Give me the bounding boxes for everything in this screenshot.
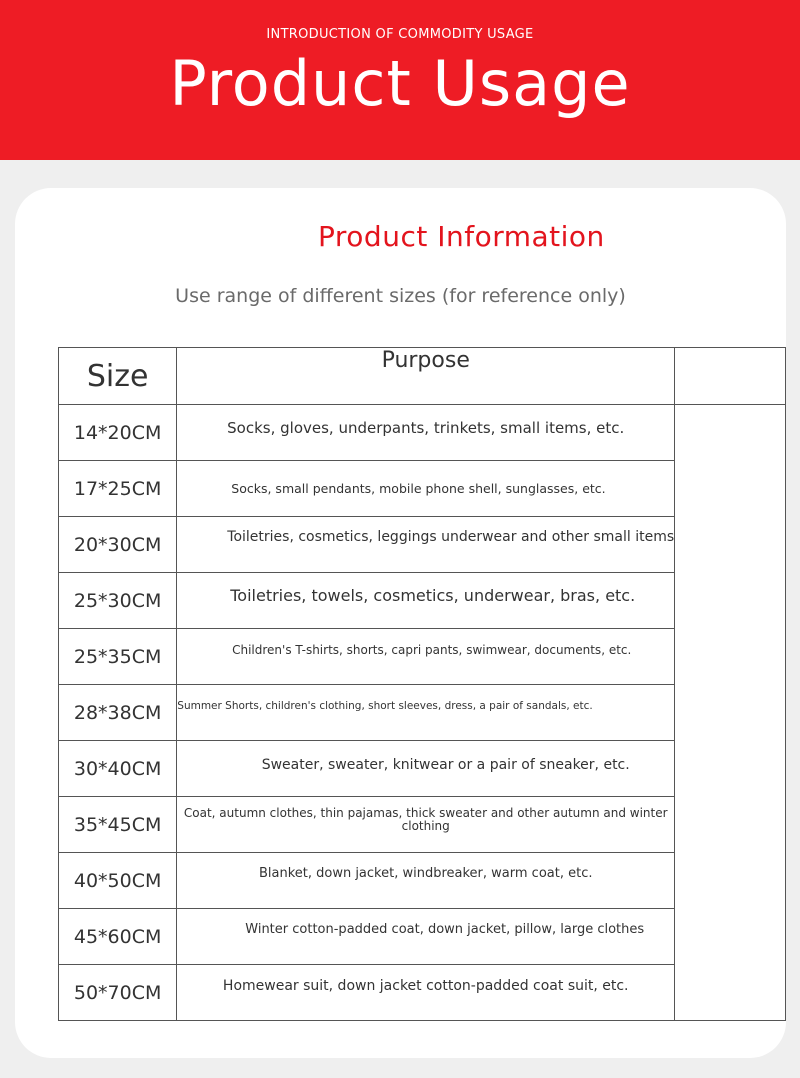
header-empty	[675, 348, 786, 405]
purpose-cell: Winter cotton-padded coat, down jacket, pillow, large clothes	[177, 909, 675, 965]
size-cell: 28*38CM	[59, 685, 177, 741]
size-cell: 25*30CM	[59, 573, 177, 629]
size-cell: 40*50CM	[59, 853, 177, 909]
size-cell: 45*60CM	[59, 909, 177, 965]
purpose-cell: Children's T-shirts, shorts, capri pants, swimwear, documents, etc.	[177, 629, 675, 685]
header-banner	[0, 0, 800, 160]
purpose-cell: Socks, small pendants, mobile phone shell, sunglasses, etc.	[177, 461, 675, 517]
purpose-cell: Summer Shorts, children's clothing, short sleeves, dress, a pair of sandals, etc.	[177, 685, 675, 741]
section-subtitle: Use range of different sizes (for reference only)	[175, 285, 626, 307]
size-cell: 30*40CM	[59, 741, 177, 797]
size-cell: 20*30CM	[59, 517, 177, 573]
table-row	[59, 405, 786, 461]
section-title: Product Information	[318, 220, 605, 253]
product-info-card	[15, 188, 786, 1058]
purpose-cell: Blanket, down jacket, windbreaker, warm coat, etc.	[177, 853, 675, 909]
header-purpose: Purpose	[177, 348, 675, 405]
purpose-cell: Socks, gloves, underpants, trinkets, small items, etc.	[177, 405, 675, 461]
purpose-cell: Toiletries, towels, cosmetics, underwear, bras, etc.	[177, 573, 675, 629]
table-header-row	[59, 348, 786, 405]
purpose-cell: Sweater, sweater, knitwear or a pair of sneaker, etc.	[177, 741, 675, 797]
banner-title: Product Usage	[169, 47, 631, 120]
banner-subtitle: INTRODUCTION OF COMMODITY USAGE	[266, 27, 534, 42]
size-cell: 25*35CM	[59, 629, 177, 685]
purpose-cell: Toiletries, cosmetics, leggings underwear and other small items	[177, 517, 675, 573]
purpose-cell: Homewear suit, down jacket cotton-padded coat suit, etc.	[177, 965, 675, 1021]
purpose-cell: Coat, autumn clothes, thin pajamas, thick sweater and other autumn and winter clothing	[177, 797, 675, 853]
size-table	[58, 347, 786, 1021]
header-size: Size	[59, 348, 177, 405]
size-cell: 17*25CM	[59, 461, 177, 517]
size-cell: 50*70CM	[59, 965, 177, 1021]
size-cell: 35*45CM	[59, 797, 177, 853]
size-cell: 14*20CM	[59, 405, 177, 461]
extra-column-cell	[675, 405, 786, 1021]
